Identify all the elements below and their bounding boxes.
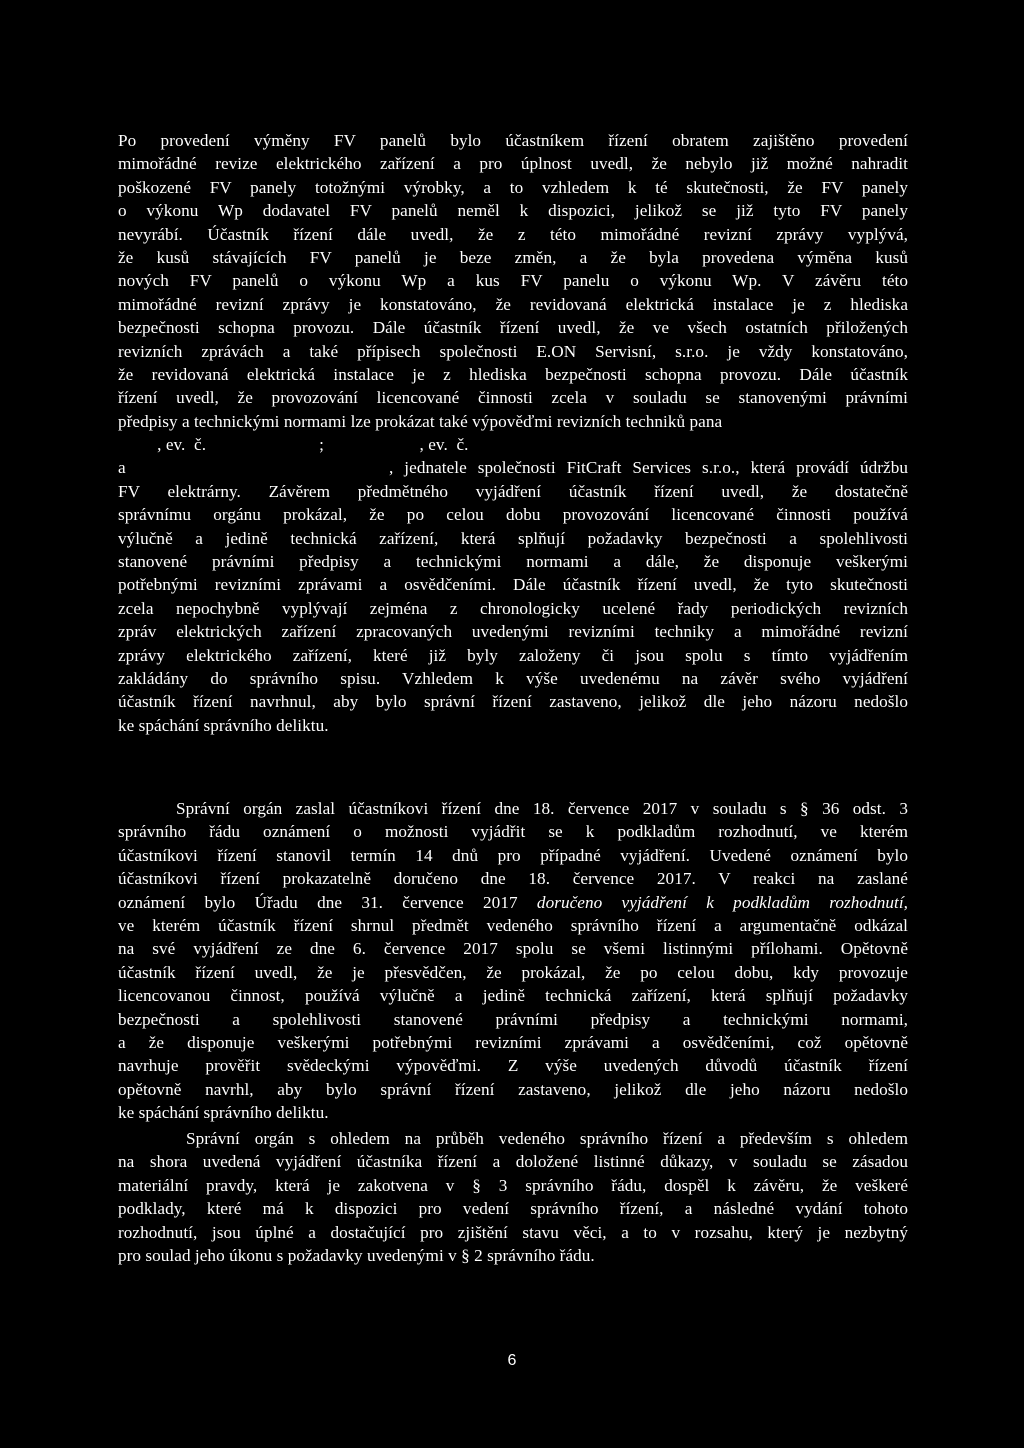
paragraph-3: [118, 1127, 908, 1267]
text-line: účastník řízení navrhnul, aby bylo správní řízení zastaveno, jelikož dle jeho názoru nedošlo: [118, 692, 908, 712]
text-line: předpisy a technickými normami lze prokázat také výpověďmi revizních techniků pana: [118, 411, 723, 431]
text-line: [118, 891, 908, 914]
text-line: licencovanou činnost, používá výlučně a jedině technická zařízení, která splňují požadavky: [118, 986, 908, 1006]
text-line: Správní orgán zaslal účastníkovi řízení dne 18. července 2017 v souladu s § 36 odst. 3: [176, 799, 908, 818]
text-line: podklady, které má k dispozici pro vedení správního řízení, a následné vydání tohoto: [118, 1199, 908, 1219]
text-line: mimořádné revize elektrického zařízení a pro úplnost uvedl, že nebylo již možné nahradit: [118, 154, 908, 174]
paragraph-1: [118, 129, 908, 737]
text-line: účastníkovi řízení stanovil termín 14 dnů pro případné vyjádření. Uvedené oznámení bylo: [118, 845, 908, 865]
text-line: že revidovaná elektrická instalace je z hlediska bezpečnosti schopna provozu. Dále účastník: [118, 364, 908, 384]
text-line: potřebnými revizními zprávami a osvědčeními. Dále účastník řízení uvedl, že tyto skutečnosti: [118, 575, 908, 595]
text-line: nových FV panelů o výkonu Wp a kus FV panelu o výkonu Wp. V závěru této: [118, 271, 908, 291]
paragraph-2: [118, 797, 908, 1124]
text-line: na své vyjádření ze dne 6. července 2017 spolu se všemi listinnými přílohami. Opětovně: [118, 939, 908, 959]
text-line: revizních zprávách a také přípisech společnosti E.ON Servisní, s.r.o. je vždy konstatováno,: [118, 341, 908, 361]
text-line: materiální pravdy, která je zakotvena v § 3 správního řádu, dospěl k závěru, že veškeré: [118, 1175, 908, 1195]
text-line: , ev. č. ; , ev. č.: [118, 435, 469, 455]
page-number: 6: [507, 1352, 517, 1369]
text-line: Po provedení výměny FV panelů bylo účastníkem řízení obratem zajištěno provedení: [118, 131, 908, 150]
text-line: navrhuje prověřit svědeckými výpověďmi. Z výše uvedených důvodů účastník řízení: [118, 1056, 908, 1076]
text-line: správnímu orgánu prokázal, že po celou dobu provozování licencované činnosti používá: [118, 505, 908, 525]
text-line: bezpečnosti schopna provozu. Dále účastník řízení uvedl, že ve všech ostatních přiložených: [118, 318, 908, 338]
text-line: výlučně a jedině technická zařízení, která splňují požadavky bezpečnosti a spolehlivosti: [118, 528, 908, 548]
text-line: o výkonu Wp dodavatel FV panelů neměl k dispozici, jelikož se již tyto FV panely: [118, 201, 908, 221]
text-line: účastníkovi řízení prokazatelně doručeno dne 18. července 2017. V reakci na zaslané: [118, 869, 908, 889]
text-segment: oznámení bylo Úřadu dne 31. července 2017: [118, 892, 537, 912]
text-line: bezpečnosti a spolehlivosti stanovené právními předpisy a technickými normami,: [118, 1009, 908, 1029]
text-line: a že disponuje veškerými potřebnými revizními zprávami a osvědčeními, což opětovně: [118, 1032, 908, 1052]
text-line: nevyrábí. Účastník řízení dále uvedl, že z této mimořádné revizní zprávy vyplývá,: [118, 224, 908, 244]
text-line: FV elektrárny. Závěrem předmětného vyjádření účastník řízení uvedl, že dostatečně: [118, 481, 908, 501]
text-line: ve kterém účastník řízení shrnul předmět vedeného správního řízení a argumentačně odkázal: [118, 915, 908, 935]
text-line: stanovené právními předpisy a technickými normami a dále, že disponuje veškerými: [118, 552, 908, 572]
text-line: zpráv elektrických zařízení zpracovaných uvedenými revizními techniky a mimořádné revizní: [118, 622, 908, 642]
text-line: ke spáchání správního deliktu.: [118, 715, 329, 735]
text-line: a , jednatele společnosti FitCraft Services s.r.o., která provádí údržbu: [118, 458, 908, 478]
text-line: Správní orgán s ohledem na průběh vedeného správního řízení a především s ohledem: [186, 1129, 908, 1148]
text-line: řízení uvedl, že provozování licencované činnosti zcela v souladu se stanovenými právními: [118, 388, 908, 408]
italic-segment: doručeno vyjádření k podkladům rozhodnutí,: [536, 892, 909, 912]
text-line: zcela nepochybně vyplývají zejména z chronologicky ucelené řady periodických revizních: [118, 598, 908, 618]
text-line: na shora uvedená vyjádření účastníka řízení a doložené listinné důkazy, v souladu se zásadou: [118, 1152, 908, 1172]
text-line: pro soulad jeho úkonu s požadavky uvedenými v § 2 správního řádu.: [118, 1245, 595, 1265]
text-line: správního řádu oznámení o možnosti vyjádřit se k podkladům rozhodnutí, ve kterém: [118, 822, 908, 842]
text-line: rozhodnutí, jsou úplné a dostačující pro zjištění stavu věci, a to v rozsahu, který je nezbytný: [118, 1222, 908, 1242]
text-line: ke spáchání správního deliktu.: [118, 1103, 329, 1123]
text-line: zprávy elektrického zařízení, které již byly založeny či jsou spolu s tímto vyjádřením: [118, 645, 908, 665]
text-line: poškozené FV panely totožnými výrobky, a to vzhledem k té skutečnosti, že FV panely: [118, 177, 908, 197]
text-line: mimořádné revizní zprávy je konstatováno, že revidovaná elektrická instalace je z hlediska: [118, 294, 908, 314]
text-line: že kusů stávajících FV panelů je beze změn, a že byla provedena výměna kusů: [118, 247, 908, 267]
text-line: účastník řízení uvedl, že je přesvědčen, že prokázal, že po celou dobu, kdy provozuje: [118, 962, 908, 982]
text-line: opětovně navrhl, aby bylo správní řízení zastaveno, jelikož dle jeho názoru nedošlo: [118, 1079, 908, 1099]
text-line: zakládány do správního spisu. Vzhledem k výše uvedenému na závěr svého vyjádření: [118, 668, 908, 688]
